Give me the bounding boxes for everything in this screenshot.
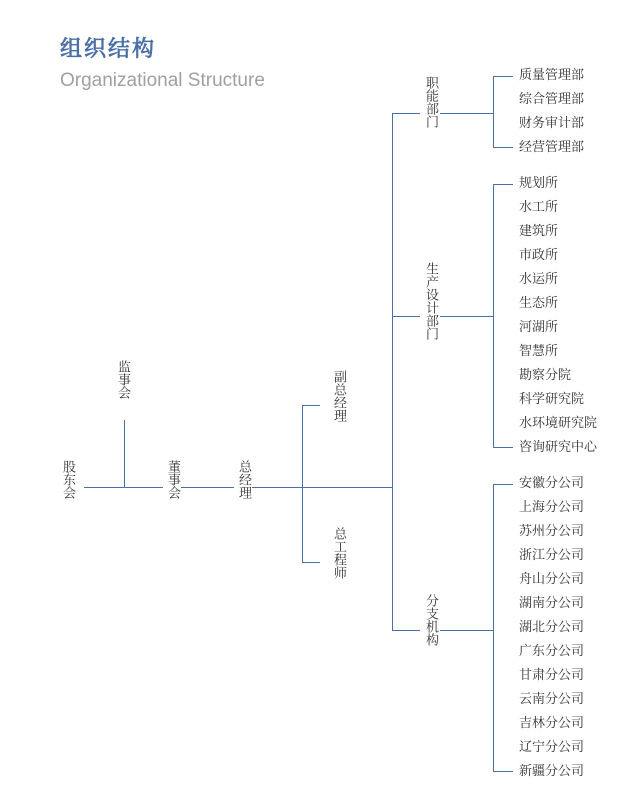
branch-office-item: 新疆分公司 <box>519 764 585 779</box>
functional-dept-item: 财务审计部 <box>519 116 585 131</box>
node-chief-engineer: 总工程师 <box>331 527 346 579</box>
production-dept-item: 咨询研究中心 <box>519 440 598 455</box>
node-deputy-gm: 副总经理 <box>331 370 346 422</box>
production-bracket <box>440 184 513 448</box>
node-shareholders: 股东会 <box>60 460 75 499</box>
branch-office-item: 甘肃分公司 <box>519 668 585 683</box>
branch-office-item: 广东分公司 <box>519 644 585 659</box>
node-board: 董事会 <box>165 460 180 499</box>
branch-office-item: 浙江分公司 <box>519 548 585 563</box>
node-supervisors: 监事会 <box>115 360 130 399</box>
node-branch-offices: 分支机构 <box>423 594 438 646</box>
functional-dept-item: 综合管理部 <box>519 92 585 107</box>
branches-bracket <box>440 484 513 772</box>
production-dept-item: 生态所 <box>519 296 559 311</box>
branch-office-item: 上海分公司 <box>519 500 585 515</box>
node-production-depts: 生产设计部门 <box>423 262 438 340</box>
node-general-manager: 总经理 <box>236 460 251 499</box>
production-dept-item: 科学研究院 <box>519 392 585 407</box>
node-functional-depts: 职能部门 <box>423 76 438 128</box>
production-dept-item: 市政所 <box>519 248 559 263</box>
branch-office-item: 安徽分公司 <box>519 476 585 491</box>
branch-office-item: 湖北分公司 <box>519 620 585 635</box>
production-dept-item: 河湖所 <box>519 320 559 335</box>
production-dept-item: 建筑所 <box>519 224 559 239</box>
branch-office-item: 苏州分公司 <box>519 524 585 539</box>
production-dept-item: 规划所 <box>519 176 559 191</box>
production-dept-item: 智慧所 <box>519 344 559 359</box>
production-dept-item: 勘察分院 <box>519 368 572 383</box>
page-title: 组织结构 <box>60 37 157 62</box>
production-dept-item: 水运所 <box>519 272 559 287</box>
branch-office-item: 舟山分公司 <box>519 572 585 587</box>
gm-branch <box>302 405 320 563</box>
branch-office-item: 辽宁分公司 <box>519 740 585 755</box>
page-subtitle: Organizational Structure <box>60 70 265 91</box>
functional-dept-item: 质量管理部 <box>519 68 585 83</box>
branch-office-item: 湖南分公司 <box>519 596 585 611</box>
functional-dept-item: 经营管理部 <box>519 140 585 155</box>
production-dept-item: 水环境研究院 <box>519 416 598 431</box>
branch-office-item: 云南分公司 <box>519 692 585 707</box>
functional-bracket <box>440 76 513 148</box>
branch-office-item: 吉林分公司 <box>519 716 585 731</box>
production-dept-item: 水工所 <box>519 200 559 215</box>
